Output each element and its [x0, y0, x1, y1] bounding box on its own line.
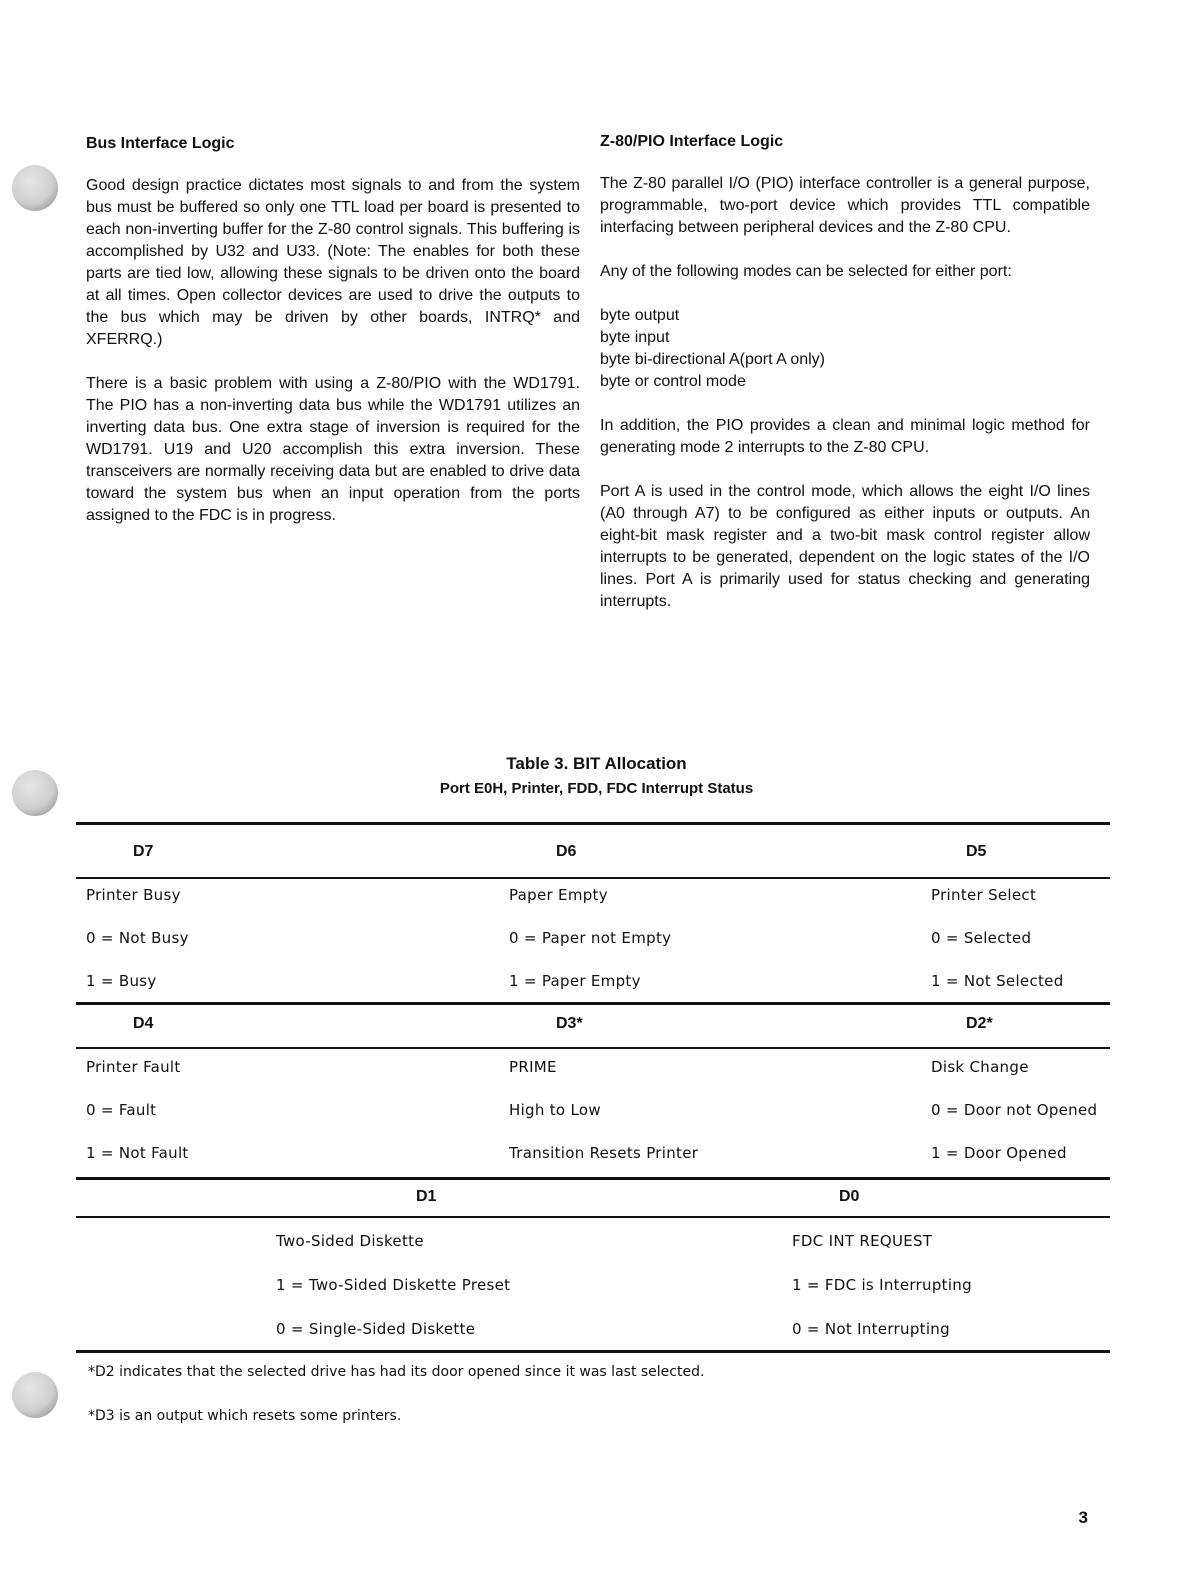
pio-mode-item: byte input	[600, 329, 670, 346]
table-cell: Printer Busy	[86, 886, 181, 904]
pio-mode-item: byte bi-directional A(port A only)	[600, 351, 826, 368]
table-cell: Printer Fault	[86, 1058, 181, 1076]
table-cell: 0 = Fault	[86, 1101, 157, 1119]
table-rule	[76, 1177, 1110, 1180]
binder-hole-bottom	[12, 1372, 58, 1418]
table-cell: 1 = Not Selected	[931, 972, 1064, 990]
table-cell: 0 = Selected	[931, 929, 1032, 947]
bus-interface-paragraph-2: There is a basic problem with using a Z-80/PIO with the WD1791. The PIO has a non-inverting data bus while the WD1791 utilizes an inverting data bus. One extra stage of inversion is required for the WD1791. U19 and U20 accomplish this extra inversion. These transceivers are normally receiving data but are enabled to drive data toward the system bus when an input operation from the ports assigned to the FDC is in progress.	[86, 375, 580, 524]
table-header-d4: D4	[133, 1015, 154, 1032]
table-rule	[76, 1047, 1110, 1049]
binder-hole-top	[12, 165, 58, 211]
table-cell: 1 = Busy	[86, 972, 157, 990]
page-number: 3	[1078, 1508, 1088, 1527]
pio-paragraph-3: In addition, the PIO provides a clean and minimal logic method for generating mode 2 interrupts to the Z-80 CPU.	[600, 417, 1090, 456]
table-header-d6: D6	[556, 843, 577, 860]
table-subtitle: Port E0H, Printer, FDD, FDC Interrupt Status	[439, 780, 754, 797]
table-cell: 0 = Single-Sided Diskette	[276, 1320, 476, 1338]
table-rule	[76, 877, 1110, 879]
pio-mode-item: byte output	[600, 307, 680, 324]
table-header-d2: D2*	[966, 1015, 993, 1032]
table-header-d7: D7	[133, 843, 154, 860]
table-cell: 1 = Door Opened	[931, 1144, 1067, 1162]
pio-mode-list	[600, 305, 1090, 393]
bus-interface-paragraph-1: Good design practice dictates most signals to and from the system bus must be buffered so only one TTL load per board is presented to each non-inverting buffer for the Z-80 control signals. This buffering is accomplished by U32 and U33. (Note: The enables for both these parts are tied low, allowing these signals to be driven onto the board at all times. Open collector devices are used to drive the outputs to the bus which may be driven by other boards, INTRQ* and XFERRQ.)	[86, 177, 580, 348]
pio-paragraph-4: Port A is used in the control mode, which allows the eight I/O lines (A0 through A7) to be configured as either inputs or outputs. An eight-bit mask register and a two-bit mask control register allow interrupts to be generated, dependent on the logic states of the I/O lines. Port A is primarily used for status checking and generating interrupts.	[600, 483, 1090, 610]
table-header-d1: D1	[416, 1188, 437, 1205]
table-title: Table 3. BIT Allocation	[506, 754, 687, 773]
table-rule	[76, 1002, 1110, 1005]
pio-mode-item: byte or control mode	[600, 373, 746, 390]
table-header-d3: D3*	[556, 1015, 583, 1032]
table-cell: 1 = FDC is Interrupting	[792, 1276, 972, 1294]
table-cell: FDC INT REQUEST	[792, 1232, 933, 1250]
table-rule	[76, 1350, 1110, 1353]
table-rule	[76, 1216, 1110, 1218]
table-footnote-d3: *D3 is an output which resets some printers.	[88, 1408, 402, 1424]
pio-paragraph-2: Any of the following modes can be selected for either port:	[600, 263, 1012, 280]
table-cell: Two-Sided Diskette	[276, 1232, 424, 1250]
table-cell: Disk Change	[931, 1058, 1029, 1076]
pio-interface-heading: Z-80/PIO Interface Logic	[600, 133, 784, 150]
table-cell: 1 = Not Fault	[86, 1144, 189, 1162]
table-cell: Printer Select	[931, 886, 1037, 904]
pio-paragraph-1: The Z-80 parallel I/O (PIO) interface controller is a general purpose, programmable, two-port device which provides TTL compatible interfacing between peripheral devices and the Z-80 CPU.	[600, 175, 1090, 236]
right-column	[600, 131, 1090, 635]
left-column	[86, 133, 580, 549]
table-header-d5: D5	[966, 843, 987, 860]
table-cell: 0 = Not Interrupting	[792, 1320, 950, 1338]
table-cell: 0 = Paper not Empty	[509, 929, 672, 947]
table-cell: Paper Empty	[509, 886, 608, 904]
bus-interface-heading: Bus Interface Logic	[86, 135, 235, 152]
table-rule	[76, 822, 1110, 825]
table-footnote-d2: *D2 indicates that the selected drive has had its door opened since it was last selected.	[88, 1364, 705, 1380]
table-cell: Transition Resets Printer	[509, 1144, 699, 1162]
table-header-d0: D0	[839, 1188, 860, 1205]
table-cell: 0 = Door not Opened	[931, 1101, 1098, 1119]
table-cell: PRIME	[509, 1058, 557, 1076]
table-cell: 1 = Two-Sided Diskette Preset	[276, 1276, 511, 1294]
table-cell: 1 = Paper Empty	[509, 972, 641, 990]
table-cell: High to Low	[509, 1101, 601, 1119]
table-cell: 0 = Not Busy	[86, 929, 189, 947]
